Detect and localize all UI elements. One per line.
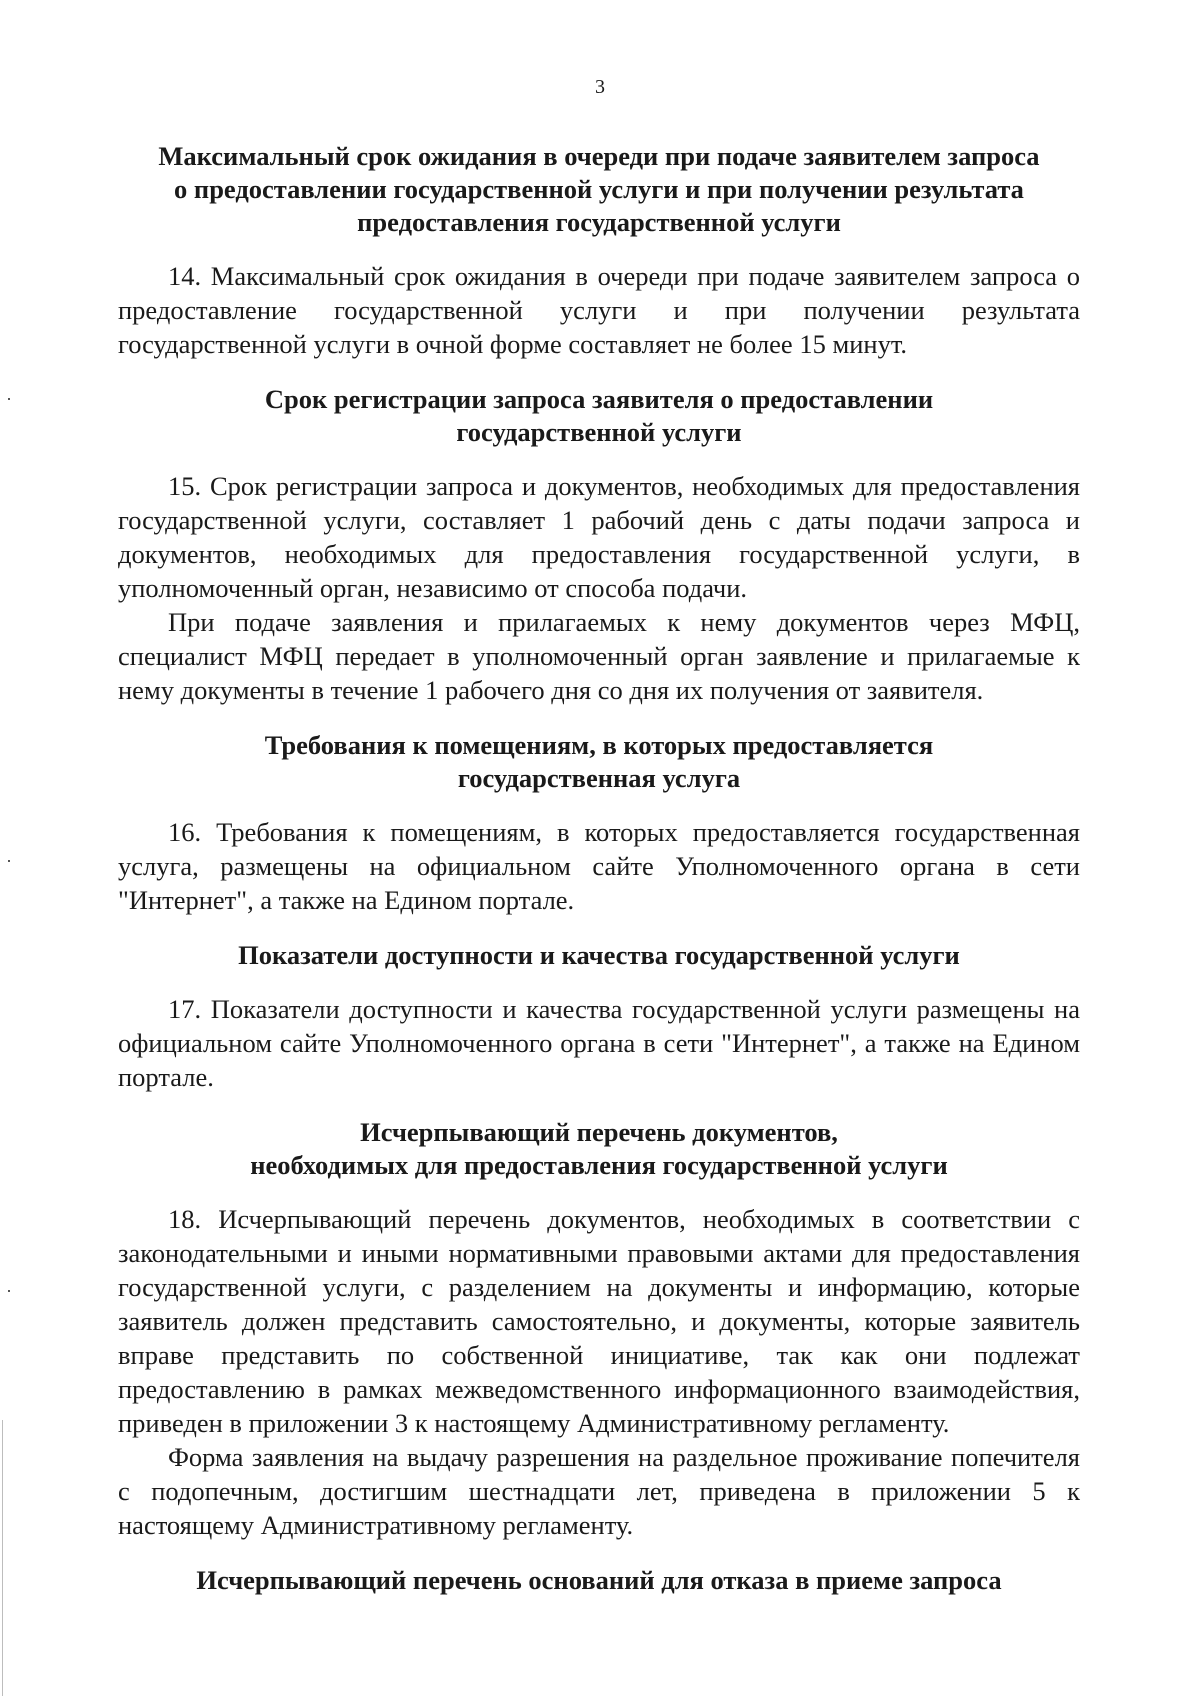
heading-line: государственной услуги [456,417,742,447]
heading-line: Исчерпывающий перечень оснований для отказа в приеме запроса [196,1565,1002,1595]
section-heading [118,383,1080,449]
section-heading [118,939,1080,972]
section-premises-requirements [118,729,1080,917]
heading-line: о предоставлении государственной услуги и при получении результата [174,174,1024,204]
section-refusal-grounds [118,1564,1080,1597]
heading-line: предоставления государственной услуги [357,207,841,237]
heading-line: Требования к помещениям, в которых предоставляется [264,730,934,760]
heading-line: Срок регистрации запроса заявителя о предоставлении [264,384,934,414]
scan-edge-line [2,1420,3,1696]
heading-line: необходимых для предоставления государственной услуги [250,1150,948,1180]
paragraph-15: 15. Срок регистрации запроса и документов, необходимых для предоставления государственной услуги, составляет 1 рабочий день с даты подачи запроса и документов, необходимых для предоставления государственной услуги, в уполномоченный орган, независимо от способа подачи. [118,471,1080,603]
heading-line: Исчерпывающий перечень документов, [360,1117,838,1147]
section-heading [118,1116,1080,1182]
paragraph-18-form: Форма заявления на выдачу разрешения на раздельное проживание попечителя с подопечным, достигшим шестнадцати лет, приведена в приложении 5 к настоящему Административному регламенту. [118,1442,1080,1540]
paragraph-15-mfc: При подаче заявления и прилагаемых к нему документов через МФЦ, специалист МФЦ передает в уполномоченный орган заявление и прилагаемые к нему документы в течение 1 рабочего дня со дня их получения от заявителя. [118,607,1080,705]
paragraph-18: 18. Исчерпывающий перечень документов, необходимых в соответствии с законодательными и иными нормативными правовыми актами для предоставления государственной услуги, с разделением на документы и информацию, которые заявитель должен представить самостоятельно, и документы, которые заявитель вправе представить по собственной инициативе, так как они подлежат предоставлению в рамках межведомственного информационного взаимодействия, приведен в приложении 3 к настоящему Административному регламенту. [118,1204,1080,1438]
paragraph-16: 16. Требования к помещениям, в которых предоставляется государственная услуга, размещены на официальном сайте Уполномоченного органа в сети "Интернет", а также на Едином портале. [118,817,1080,915]
paragraph-14: 14. Максимальный срок ожидания в очереди при подаче заявителем запроса о предоставление государственной услуги и при получении результата государственной услуги в очной форме составляет не более 15 минут. [118,261,1080,359]
heading-line: Максимальный срок ожидания в очереди при подаче заявителем запроса [158,141,1040,171]
heading-line: Показатели доступности и качества государственной услуги [238,940,960,970]
section-required-documents [118,1116,1080,1542]
section-queue-wait-time [118,140,1080,361]
heading-line: государственная услуга [457,763,741,793]
document-body [118,140,1080,1597]
scan-speck [8,1290,10,1292]
scan-speck [8,398,10,400]
page-number: 3 [595,76,605,98]
section-heading [118,729,1080,795]
section-heading [118,140,1080,239]
section-registration-time [118,383,1080,707]
section-heading [118,1564,1080,1597]
paragraph-17: 17. Показатели доступности и качества государственной услуги размещены на официальном сайте Уполномоченного органа в сети "Интернет", а также на Едином портале. [118,994,1080,1092]
scan-speck [8,860,10,862]
section-accessibility-indicators [118,939,1080,1094]
